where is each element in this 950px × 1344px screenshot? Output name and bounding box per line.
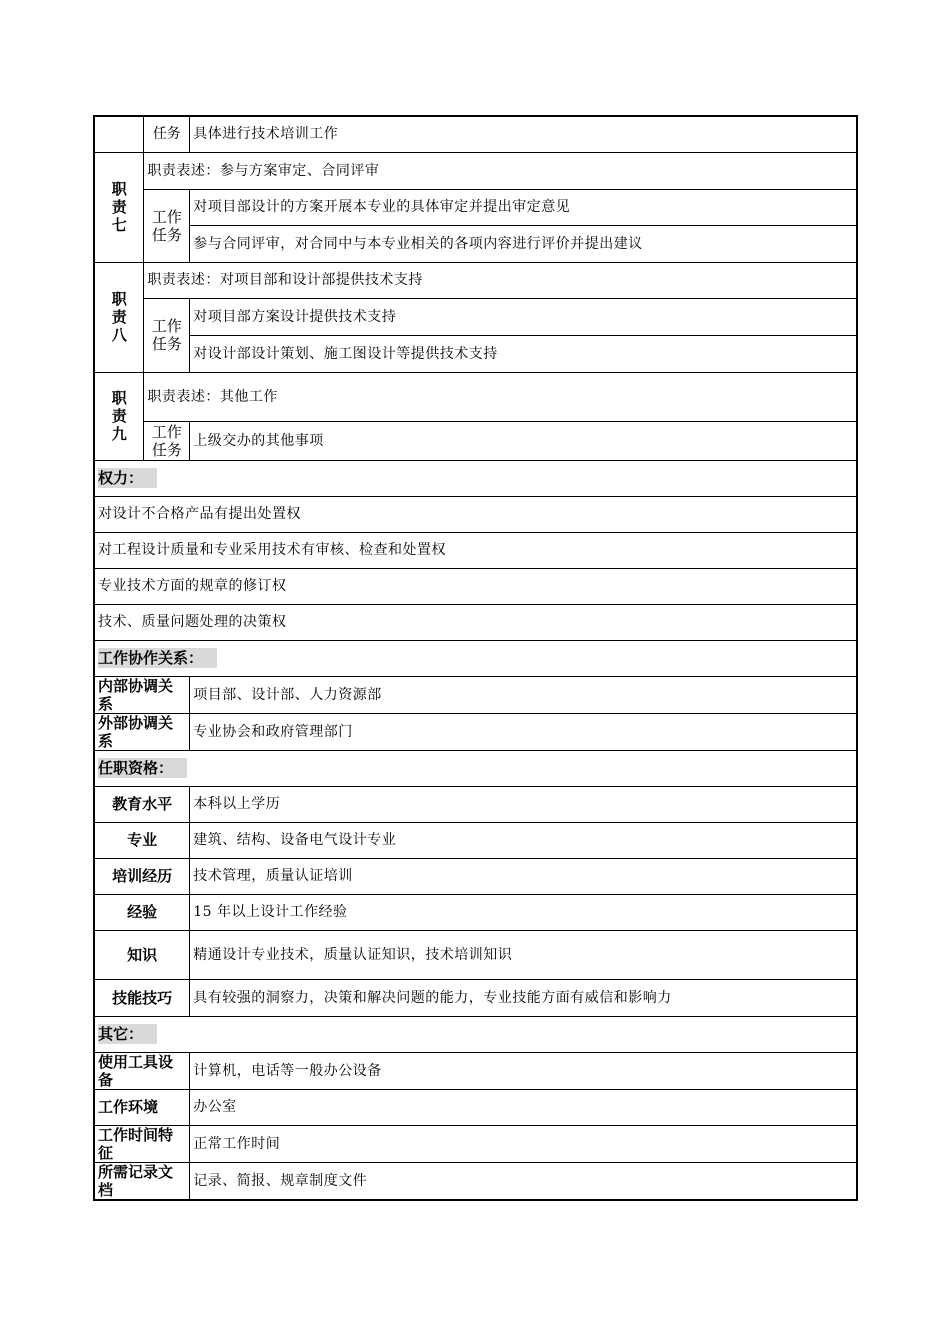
records-label: 所需记录文档 [94, 1162, 190, 1200]
duty-seven-char-2: 责 [111, 198, 127, 216]
duty-seven-task-row [94, 189, 857, 225]
records-value: 记录、简报、规章制度文件 [190, 1162, 857, 1200]
education-value: 本科以上学历 [190, 786, 857, 822]
knowledge-value: 精通设计专业技术，质量认证知识，技术培训知识 [190, 930, 857, 979]
work-label-line-1: 工作 [151, 317, 182, 335]
external-coordination-row [94, 713, 857, 750]
other-row [94, 1125, 857, 1162]
duty-nine-label [94, 372, 144, 460]
work-task-label [144, 421, 190, 460]
work-label-line-1: 工作 [151, 207, 182, 226]
cooperation-heading [94, 640, 857, 676]
authority-row [94, 496, 857, 532]
duty-eight-label [94, 262, 144, 372]
qualification-heading-row [94, 750, 857, 786]
work-label-line-2: 任务 [151, 440, 182, 459]
authority-item: 专业技术方面的规章的修订权 [94, 568, 857, 604]
qualification-row [94, 822, 857, 858]
duty-seven-summary: 职责表述：参与方案审定、合同评审 [144, 152, 857, 189]
duty-eight-task-1: 对项目部方案设计提供技术支持 [190, 298, 857, 335]
qualification-row [94, 930, 857, 979]
other-heading [94, 1016, 857, 1052]
major-label: 专业 [94, 822, 190, 858]
experience-label: 经验 [94, 894, 190, 930]
work-label-line-1: 工作 [151, 422, 182, 441]
work-label-line-2: 任务 [151, 335, 182, 353]
duty-nine-summary-row [94, 372, 857, 421]
skills-value: 具有较强的洞察力，决策和解决问题的能力，专业技能方面有威信和影响力 [190, 979, 857, 1016]
authority-row [94, 604, 857, 640]
education-label: 教育水平 [94, 786, 190, 822]
work-time-value: 正常工作时间 [190, 1125, 857, 1162]
qualification-row [94, 979, 857, 1016]
qualification-row [94, 786, 857, 822]
authority-row [94, 532, 857, 568]
work-time-label: 工作时间特征 [94, 1125, 190, 1162]
external-coordination-value: 专业协会和政府管理部门 [190, 713, 857, 750]
other-heading-text: 其它： [98, 1024, 157, 1044]
duty-eight-summary-row [94, 262, 857, 298]
authority-item: 对设计不合格产品有提出处置权 [94, 496, 857, 532]
duty-nine-char-1: 职 [111, 389, 127, 407]
duty-eight-summary: 职责表述：对项目部和设计部提供技术支持 [144, 262, 857, 298]
cooperation-heading-text: 工作协作关系： [98, 648, 217, 668]
prev-duty-row [94, 116, 857, 152]
duty-nine-task-1: 上级交办的其他事项 [190, 421, 857, 460]
duty-eight-task-row [94, 298, 857, 335]
empty-cell [94, 116, 144, 152]
cooperation-heading-row [94, 640, 857, 676]
other-heading-row [94, 1016, 857, 1052]
authority-heading-text: 权力： [98, 468, 157, 488]
qualification-row [94, 858, 857, 894]
work-label-line-2: 任务 [151, 225, 182, 244]
internal-coordination-label: 内部协调关系 [94, 676, 190, 713]
duty-seven-task-2: 参与合同评审，对合同中与本专业相关的各项内容进行评价并提出建议 [190, 225, 857, 262]
internal-coordination-value: 项目部、设计部、人力资源部 [190, 676, 857, 713]
duty-seven-char-3: 七 [111, 216, 127, 234]
environment-value: 办公室 [190, 1089, 857, 1125]
duty-eight-task-2: 对设计部设计策划、施工图设计等提供技术支持 [190, 335, 857, 372]
duty-nine-task-row [94, 421, 857, 460]
tools-value: 计算机，电话等一般办公设备 [190, 1052, 857, 1089]
authority-heading-row [94, 460, 857, 496]
training-value: 技术管理，质量认证培训 [190, 858, 857, 894]
other-row [94, 1052, 857, 1089]
job-description-table [93, 115, 858, 1201]
qualification-row [94, 894, 857, 930]
duty-seven-task-1: 对项目部设计的方案开展本专业的具体审定并提出审定意见 [190, 189, 857, 225]
skills-label: 技能技巧 [94, 979, 190, 1016]
qualification-heading [94, 750, 857, 786]
authority-row [94, 568, 857, 604]
knowledge-label: 知识 [94, 930, 190, 979]
duty-nine-char-3: 九 [111, 425, 127, 443]
duty-seven-summary-row [94, 152, 857, 189]
duty-eight-task-row [94, 335, 857, 372]
internal-coordination-row [94, 676, 857, 713]
work-task-label [144, 189, 190, 262]
task-label: 任务 [144, 116, 190, 152]
duty-eight-char-1: 职 [111, 290, 127, 308]
tools-label: 使用工具设备 [94, 1052, 190, 1089]
environment-label: 工作环境 [94, 1089, 190, 1125]
duty-seven-label [94, 152, 144, 262]
duty-seven-task-row [94, 225, 857, 262]
training-label: 培训经历 [94, 858, 190, 894]
duty-eight-char-3: 八 [111, 326, 127, 344]
duty-nine-summary: 职责表述：其他工作 [144, 372, 857, 421]
duty-seven-char-1: 职 [111, 180, 127, 198]
authority-item: 对工程设计质量和专业采用技术有审核、检查和处置权 [94, 532, 857, 568]
qualification-heading-text: 任职资格： [98, 758, 187, 778]
experience-value: 15 年以上设计工作经验 [190, 894, 857, 930]
duty-eight-char-2: 责 [111, 308, 127, 326]
work-task-label [144, 298, 190, 372]
task-text: 具体进行技术培训工作 [190, 116, 857, 152]
authority-item: 技术、质量问题处理的决策权 [94, 604, 857, 640]
other-row [94, 1089, 857, 1125]
authority-heading [94, 460, 857, 496]
duty-nine-char-2: 责 [111, 407, 127, 425]
external-coordination-label: 外部协调关系 [94, 713, 190, 750]
other-row [94, 1162, 857, 1200]
major-value: 建筑、结构、设备电气设计专业 [190, 822, 857, 858]
